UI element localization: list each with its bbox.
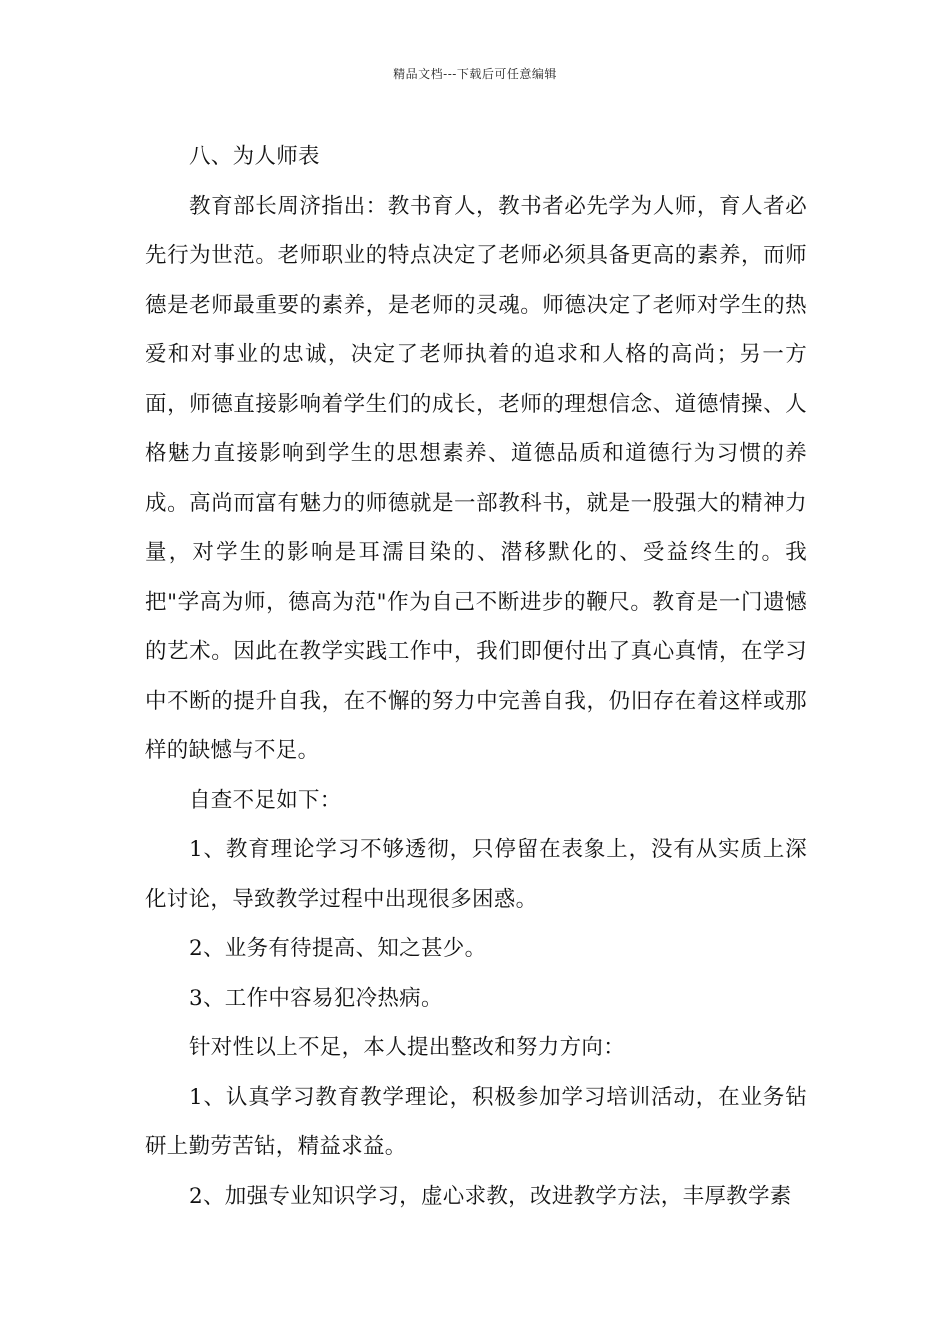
paragraph-teacher-ethics: 教育部长周济指出：教书育人，教书者必先学为人师，育人者必先行为世范。老师职业的特点决定了老师必须具备更高的素养，而师德是老师最重要的素养，是老师的灵魂。师德决定了老师对学生的热爱和对事业的忠诚，决定了老师执着的追求和人格的高尚；另一方面，师德直接影响着学生们的成长，老师的理想信念、道德情操、人格魅力直接影响到学生的思想素养、道德品质和道德行为习惯的养成。高尚而富有魅力的师德就是一部教科书，就是一股强大的精神力量，对学生的影响是耳濡目染的、潜移默化的、受益终生的。我把"学高为师，德高为范"作为自己不断进步的鞭尺。教育是一门遗憾的艺术。因此在教学实践工作中，我们即便付出了真心真情，在学习中不断的提升自我，在不懈的努力中完善自我，仍旧存在着这样或那样的缺憾与不足。 bbox=[145, 193, 807, 763]
shortcoming-item-2: 2、业务有待提高、知之甚少。 bbox=[189, 936, 487, 961]
section-heading: 八、为人师表 bbox=[189, 144, 320, 169]
page-header: 精品文档---下载后可任意编辑 bbox=[393, 67, 557, 81]
paragraph-improvement-intro: 针对性以上不足，本人提出整改和努力方向： bbox=[189, 1035, 626, 1060]
shortcoming-item-3: 3、工作中容易犯冷热病。 bbox=[189, 985, 443, 1011]
shortcoming-item-1: 1、教育理论学习不够透彻，只停留在表象上，没有从实质上深化讨论，导致教学过程中出现很多困惑。 bbox=[145, 837, 807, 912]
improvement-item-1: 1、认真学习教育教学理论，积极参加学习培训活动，在业务钻研上勤劳苦钻，精益求益。 bbox=[145, 1084, 807, 1159]
document-body bbox=[145, 132, 807, 1221]
improvement-item-2: 2、加强专业知识学习，虚心求教，改进教学方法，丰厚教学素 bbox=[189, 1183, 792, 1209]
paragraph-shortcomings-intro: 自查不足如下： bbox=[189, 787, 342, 813]
